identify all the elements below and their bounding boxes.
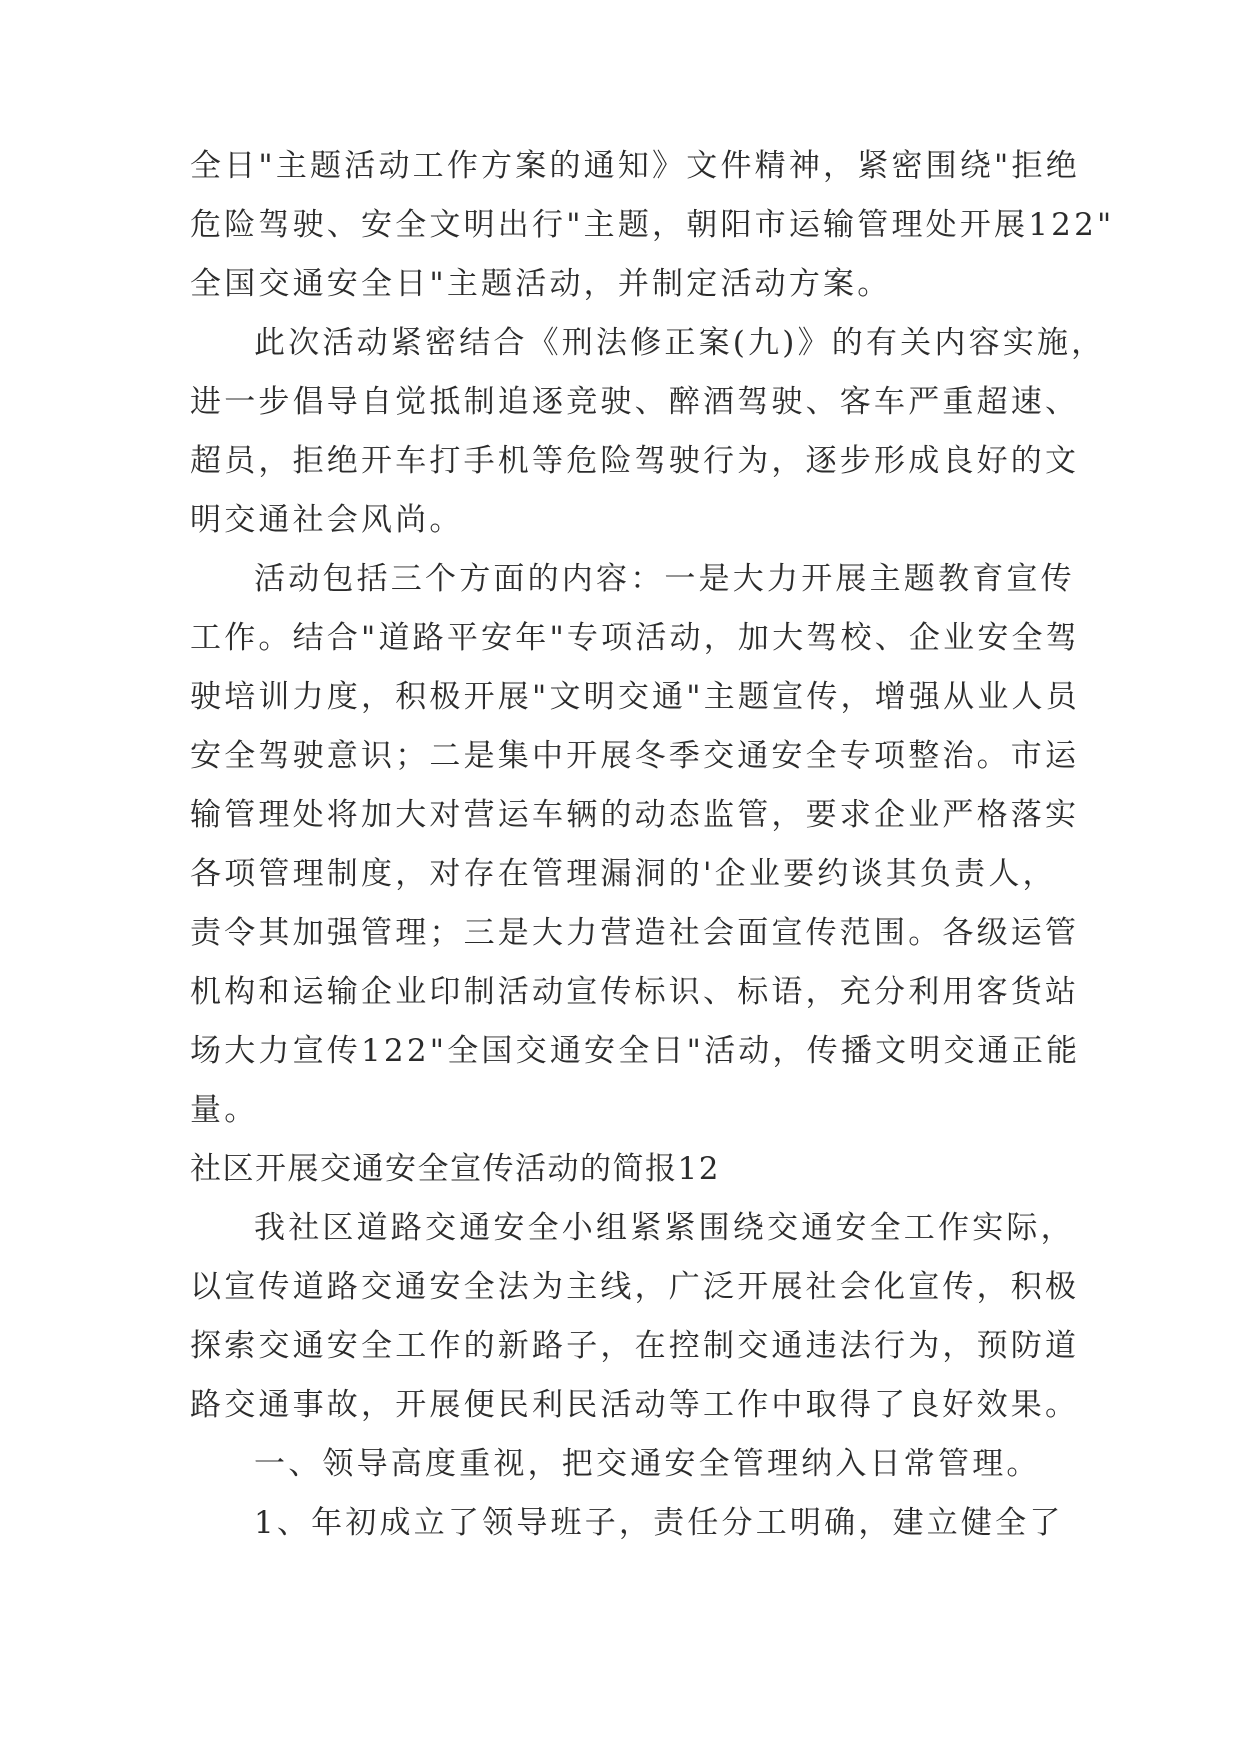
- paragraph-first-line: 一、领导高度重视，把交通安全管理纳入日常管理。: [254, 1446, 1041, 1482]
- text-line: 以宣传道路交通安全法为主线，广泛开展社会化宣传，积极: [190, 1269, 1080, 1305]
- text-line: 超员，拒绝开车打手机等危险驾驶行为，逐步形成良好的文: [190, 443, 1080, 479]
- text-line: 输管理处将加大对营运车辆的动态监管，要求企业严格落实: [190, 797, 1080, 833]
- text-line: 安全驾驶意识；二是集中开展冬季交通安全专项整治。市运: [190, 738, 1080, 774]
- text-line: 驶培训力度，积极开展"文明交通"主题宣传，增强从业人员: [190, 679, 1080, 715]
- paragraph-first-line: 1、年初成立了领导班子，责任分工明确，建立健全了: [254, 1505, 1064, 1541]
- text-line: 工作。结合"道路平安年"专项活动，加大驾校、企业安全驾: [190, 620, 1080, 656]
- text-line: 路交通事故，开展便民利民活动等工作中取得了良好效果。: [190, 1387, 1080, 1423]
- paragraph-first-line: 我社区道路交通安全小组紧紧围绕交通安全工作实际，: [254, 1210, 1075, 1246]
- text-line: 各项管理制度，对存在管理漏洞的'企业要约谈其负责人，: [190, 856, 1057, 892]
- text-line: 责令其加强管理；三是大力营造社会面宣传范围。各级运管: [190, 915, 1080, 951]
- text-line: 危险驾驶、安全文明出行"主题，朝阳市运输管理处开展122": [190, 207, 1115, 243]
- text-line: 场大力宣传122"全国交通安全日"活动，传播文明交通正能: [190, 1033, 1081, 1069]
- text-line: 全日"主题活动工作方案的通知》文件精神，紧密围绕"拒绝: [190, 148, 1080, 184]
- text-line: 明交通社会风尚。: [190, 502, 464, 538]
- paragraph-first-line: 此次活动紧密结合《刑法修正案(九)》的有关内容实施，: [254, 325, 1106, 361]
- text-line: 全国交通安全日"主题活动，并制定活动方案。: [190, 266, 892, 302]
- section-heading: 社区开展交通安全宣传活动的简报12: [190, 1151, 720, 1187]
- text-line: 探索交通安全工作的新路子，在控制交通违法行为，预防道: [190, 1328, 1080, 1364]
- paragraph-first-line: 活动包括三个方面的内容：一是大力开展主题教育宣传: [254, 561, 1075, 597]
- text-line: 量。: [190, 1092, 259, 1128]
- text-line: 进一步倡导自觉抵制追逐竞驶、醉酒驾驶、客车严重超速、: [190, 384, 1080, 420]
- text-line: 机构和运输企业印制活动宣传标识、标语，充分利用客货站: [190, 974, 1080, 1010]
